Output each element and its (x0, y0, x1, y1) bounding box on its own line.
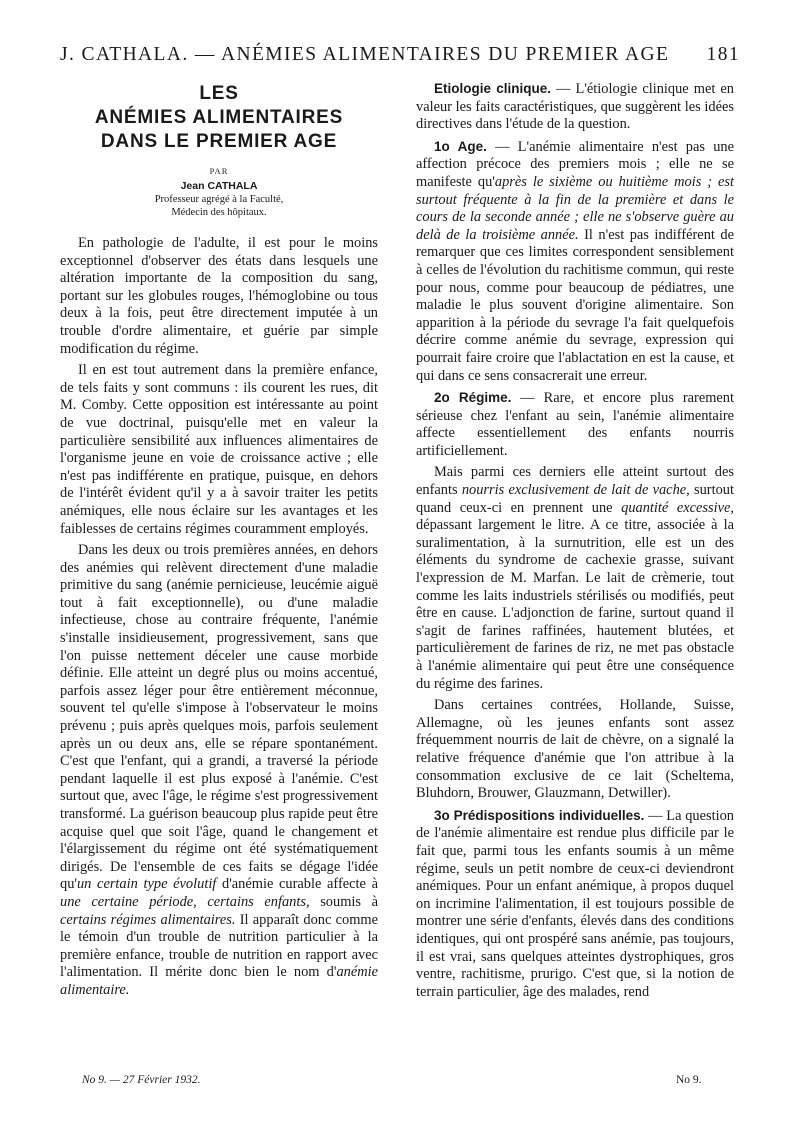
emphasis: nourris exclusivement de lait de vache, (461, 482, 690, 499)
left-column (60, 80, 378, 1004)
text-run: Mais parmi ces derniers elle atteint surtout des enfants (416, 464, 734, 499)
emphasis: certains régimes alimentaires. (60, 911, 236, 928)
author-name: Jean CATHALA (180, 180, 258, 192)
paragraph (416, 464, 734, 693)
text-run: Dans les deux ou trois premières années, en dehors des anémies qui relèvent directement d'une maladie primitive du sang (anémie pernicieuse, leucémie aiguë tout à fait exceptionnelle), ou d'une maladie infectieuse, chose au contraire fréquente, l'anémie s'installe insidieusement, progressivement, sans que l'on puisse nettement déceler une cause morbide définie. Elle atteint un degré plus ou moins accentué, parfois assez léger pour être entièrement méconnue, souvent tel qu'elle s'impose à l'observateur le moins prévenu ; puis après quelques mois, parfois seulement après un ou deux ans, elle se répare spontanément. C'est que l'enfant, qui a grandi, a traversé la période pendant laquelle il est plus exposé à l'anémie. C'est surtout que, avec l'âge, le régime s'est progressivement transformé. La guérison beaucoup plus rapide peut être acquise quel que soit l'âge, quand le changement et l'élargissement du régime ont été systématiquement dirigés. De l'ensemble de ces faits se dégage l'idée qu' (60, 542, 378, 893)
emphasis: un certain type évolutif (76, 876, 217, 893)
paragraph (416, 807, 734, 1002)
byline (60, 166, 378, 219)
issue-number: No 9. (676, 1074, 702, 1086)
emphasis: quantité excessive, (621, 499, 734, 516)
running-title: J. CATHALA. — ANÉMIES ALIMENTAIRES DU PREMIER AGE (60, 44, 670, 65)
author-affiliation: Médecin des hôpitaux. (171, 207, 267, 218)
text-run: — La question de l'anémie alimentaire est rendue plus difficile par le fait que, parmi tous les enfants soumis à un même régime, seuls un petit nombre de ceux-ci deviendront anémiques. Pour un enfant anémique, à propos duquel on incrimine l'alimentation, il est toujours possible de montrer une série d'enfants, élevés dans des conditions identiques, qui ont prospéré sans anémie, pas toujours, il est vrai, sans quelques atteintes dystrophiques, gros ventre, rachitisme, prurigo. C'est que, si la notion de terrain particulier, âge des malades, rend (416, 807, 734, 1000)
text-run: dépassant largement le litre. A ce titre, associée à la suralimentation, à la surnutrition, elle est un des éléments du syndrome de cachexie grasse, suivant l'expression de M. Marfan. Le lait de crèmerie, tout comme les laits industriels stérilisés ou modifiés, peut être en cause. L'adjonction de farine, surtout quand il s'agit de farines raffinées, hautement blutées, et particulièrement de farines de riz, ne met pas obstacle à l'anémie alimentaire qui peut être une conséquence du régime des farines. (416, 517, 734, 692)
article-title (60, 82, 378, 154)
text-run: surtout quand ceux-ci en prennent une (416, 482, 734, 516)
paragraph (416, 389, 734, 460)
paragraph: Dans certaines contrées, Hollande, Suisse, Allemagne, où les jeunes enfants sont assez fréquemment nourris de lait de chèvre, on a signalé la relative fréquence d'anémie que l'on attribue à la consommation exclusive de ce lait (Scheltema, Bluhdorn, Brouwer, Glauzmann, Detwiller). (416, 697, 734, 802)
author-affiliation: Professeur agrégé à la Faculté, (154, 194, 284, 205)
title-line: LES (199, 83, 239, 104)
text-run: — Rare, et encore plus rarement sérieuse chez l'enfant au sein, l'anémie alimentaire affecte essentiellement des enfants nourris artificiellement. (416, 390, 735, 459)
section-heading: 3o Prédispositions individuelles. (434, 807, 645, 823)
running-header (60, 44, 740, 74)
paragraph (416, 138, 734, 385)
right-column (416, 80, 734, 1005)
by-label: PAR (209, 166, 229, 176)
text-run: d'anémie curable affecte à (216, 876, 378, 893)
text-run: — L'anémie alimentaire n'est pas une affection précoce des premiers mois ; elle ne se manifeste qu' (416, 138, 734, 190)
text-run: Il n'est pas indifférent de remarquer que ces limites correspondent sensiblement à celles de l'évolution du rachitisme commun, qui reste pour nous, comme pour beaucoup de pédiatres, une maladie le plus souvent d'origine alimentaire. Son apparition à la période du sevrage l'a fait quelquefois décrire comme anémie du sevrage, expression qui pourrait faire croire que l'ablactation en est la cause, et qui dans ce sens consacrerait une erreur. (416, 226, 734, 384)
section-heading: 2o Régime. (434, 390, 512, 406)
text-run: Il apparaît donc comme le témoin d'un trouble de nutrition particulier à la première enfance, trouble de nutrition en rapport avec l'alimentation. Il mérite donc bien le nom d' (60, 911, 378, 981)
text-run: soumis à (309, 893, 379, 910)
emphasis: après le sixième ou huitième mois ; est surtout fréquente à la fin de la première et dans le cours de la seconde année ; elle ne s'observe guère au delà de la troisième année. (416, 173, 734, 243)
section-heading: Etiologie clinique. (434, 81, 551, 96)
paragraph (416, 80, 734, 134)
paragraph (60, 542, 378, 999)
title-line: ANÉMIES ALIMENTAIRES (94, 107, 344, 128)
emphasis: une certaine période, certains enfants, (60, 893, 310, 910)
title-line: DANS LE PREMIER AGE (100, 131, 338, 152)
page-number: 181 (706, 44, 740, 65)
emphasis: anémie alimentaire. (60, 964, 378, 998)
paragraph: En pathologie de l'adulte, il est pour le moins exceptionnel d'observer des états dans lesquels une altération importante de la composition du sang, portant sur les globules rouges, l'hémoglobine ou tous deux à la fois, peut être directement imputée à un trouble d'ordre alimentaire, et guérie par simple modification du régime. (60, 235, 378, 357)
text-run: — L'étiologie clinique met en valeur les faits caractéristiques, que suggèrent les idées directives dans l'étude de la question. (416, 81, 734, 133)
issue-footer: No 9. — 27 Février 1932. (82, 1074, 201, 1086)
paragraph: Il en est tout autrement dans la première enfance, de tels faits y sont communs : ils courent les rues, dit M. Comby. Cette opposition est intéressante au point de vue doctrinal, puisqu'elle met en valeur la particulière sensibilité aux influences alimentaires de l'organisme jeune en voie de croissance active ; elle n'est pas indifférente en pratique, puisque, en dehors de l'intérêt évident qu'il y a à savoir traiter les petits anémiques, elle nous éclaire sur les avantages et les faiblesses de certains régimes couramment employés. (60, 362, 378, 537)
section-heading: 1o Age. (434, 138, 487, 154)
